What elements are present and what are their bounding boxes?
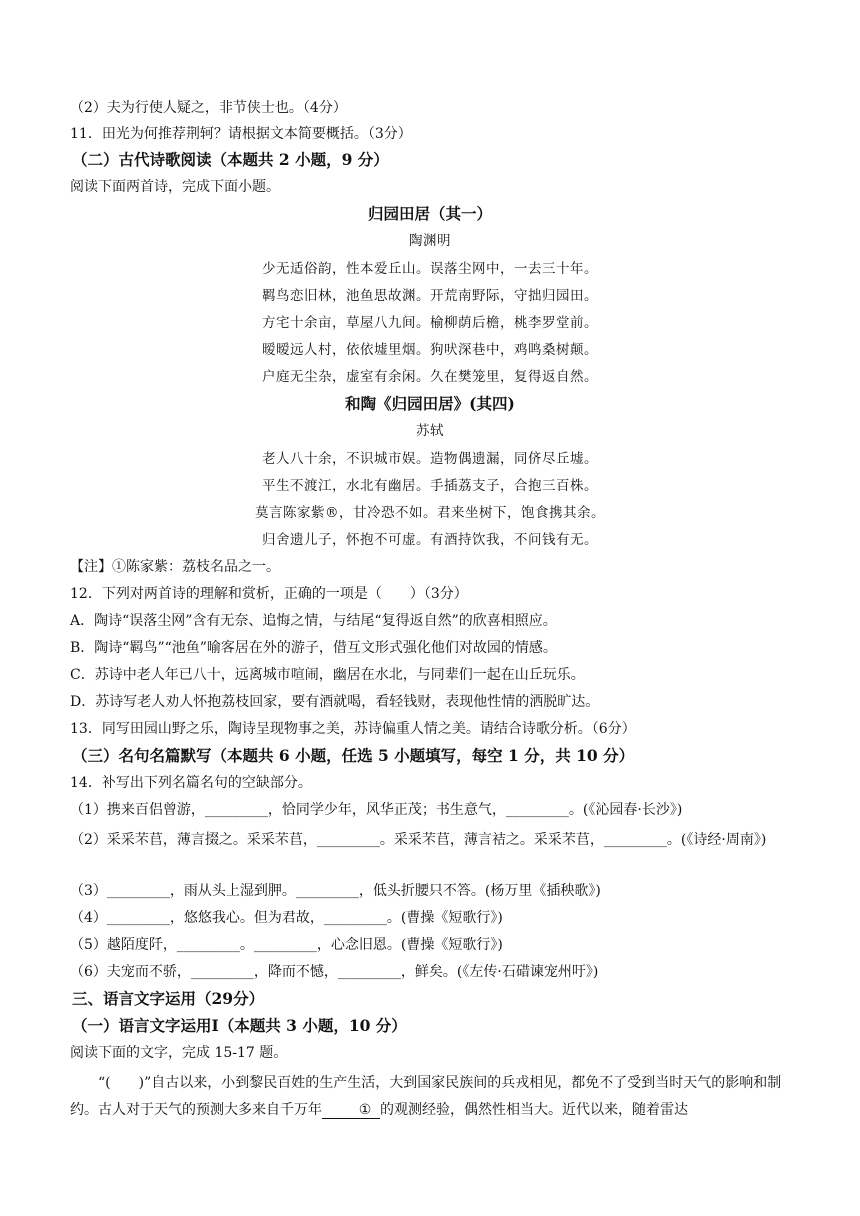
reading-passage <box>70 1070 792 1124</box>
question-10-2: （2）夫为行使人疑之，非节侠士也。（4分） <box>70 100 347 116</box>
poem2-title: 和陶《归园田居》(其四) <box>345 394 515 413</box>
part-three-subtitle: （一）语言文字运用Ⅰ（本题共 3 小题，10 分） <box>72 1016 407 1035</box>
question-14-item: （3）_________，雨从头上湿到胛。_________，低头折腰只不答。(杨万里《插秧歌》) <box>70 883 601 899</box>
poem1-line: 暧暧远人村，依依墟里烟。狗吠深巷中，鸡鸣桑树颠。 <box>262 342 598 358</box>
question-12-option-c: C．苏诗中老人年已八十，远离城市喧闹，幽居在水北，与同辈们一起在山丘玩乐。 <box>70 667 585 683</box>
part-three-title: 三、语言文字运用（29分） <box>72 989 265 1008</box>
part-three-intro: 阅读下面的文字，完成 15-17 题。 <box>70 1045 288 1061</box>
question-12-option-b: B．陶诗“羁鸟”“池鱼”喻客居在外的游子，借互文形式强化他们对故园的情感。 <box>70 640 557 656</box>
question-14-item: （1）携来百侣曾游，_________，恰同学少年，风华正茂；书生意气，_________。(《沁园春·长沙》) <box>70 802 683 818</box>
poem1-line: 羁鸟恋旧林，池鱼思故渊。开荒南野际，守拙归园田。 <box>262 288 598 304</box>
section-poetry-intro: 阅读下面两首诗，完成下面小题。 <box>70 179 280 195</box>
passage-text-after: 的观测经验，偶然性相当大。近代以来，随着雷达 <box>380 1102 688 1118</box>
poem2-line: 归舍遗儿子，怀抱不可虚。有酒持饮我，不问钱有无。 <box>262 532 598 548</box>
poem1-line: 户庭无尘杂，虚室有余闲。久在樊笼里，复得返自然。 <box>262 369 598 385</box>
annotation-note: 【注】①陈家紫：荔枝名品之一。 <box>70 559 280 575</box>
question-13: 13．同写田园山野之乐，陶诗呈现物事之美，苏诗偏重人情之美。请结合诗歌分析。（6分） <box>70 721 636 737</box>
question-14: 14．补写出下列名篇名句的空缺部分。 <box>70 775 312 791</box>
question-12-option-d: D．苏诗写老人劝人怀抱荔枝回家，要有酒就喝，看轻钱财，表现他性情的洒脱旷达。 <box>70 694 600 710</box>
poem1-title: 归园田居（其一） <box>367 204 492 223</box>
question-14-item: （2）采采芣苢，薄言掇之。采采芣苢，_________。采采芣苢，薄言袺之。采采芣苢，_________。(《诗经·周南》) <box>70 832 767 848</box>
poem2-author: 苏轼 <box>416 423 444 439</box>
question-14-item: （5）越陌度阡，_________。_________，心念旧恩。(曹操《短歌行》) <box>70 937 503 953</box>
passage-text-before: “( )”自古以来，小到黎民百姓的生产生活，大到国家民族间的兵戎相见，都免不了受到当时天气的影响和制约。古人对于天气的预测大多来自千万年 <box>70 1075 782 1118</box>
poem1-author: 陶渊明 <box>409 233 451 249</box>
question-14-item: （6）夫宠而不骄，_________，降而不憾，_________，鲜矣。(《左传·石碏谏宠州吁》) <box>70 964 599 980</box>
section-poetry-title: （二）古代诗歌阅读（本题共 2 小题，9 分） <box>72 150 389 169</box>
poem1-line: 方宅十余亩，草屋八九间。榆柳荫后檐，桃李罗堂前。 <box>262 315 598 331</box>
poem1-line: 少无适俗韵，性本爱丘山。误落尘网中，一去三十年。 <box>262 261 598 277</box>
question-14-item: （4）_________，悠悠我心。但为君故，_________。(曹操《短歌行》) <box>70 910 503 926</box>
poem2-line: 老人八十余，不识城市娱。造物偶遗漏，同侪尽丘墟。 <box>262 451 598 467</box>
poem2-line: 莫言陈家紫®，甘冷恐不如。君来坐树下，饱食携其余。 <box>255 505 605 521</box>
passage-blank: ① <box>322 1102 380 1119</box>
question-11: 11．田光为何推荐荆轲？请根据文本简要概括。（3分） <box>70 126 412 142</box>
question-12: 12．下列对两首诗的理解和赏析，正确的一项是（ ）（3分） <box>70 586 468 602</box>
question-12-option-a: A．陶诗“误落尘网”含有无奈、追悔之情，与结尾“复得返自然”的欣喜相照应。 <box>70 613 557 629</box>
poem2-line: 平生不渡江，水北有幽居。手插荔支子，合抱三百株。 <box>262 478 598 494</box>
section-recitation-title: （三）名句名篇默写（本题共 6 小题，任选 5 小题填写，每空 1 分，共 10 分） <box>72 746 635 765</box>
